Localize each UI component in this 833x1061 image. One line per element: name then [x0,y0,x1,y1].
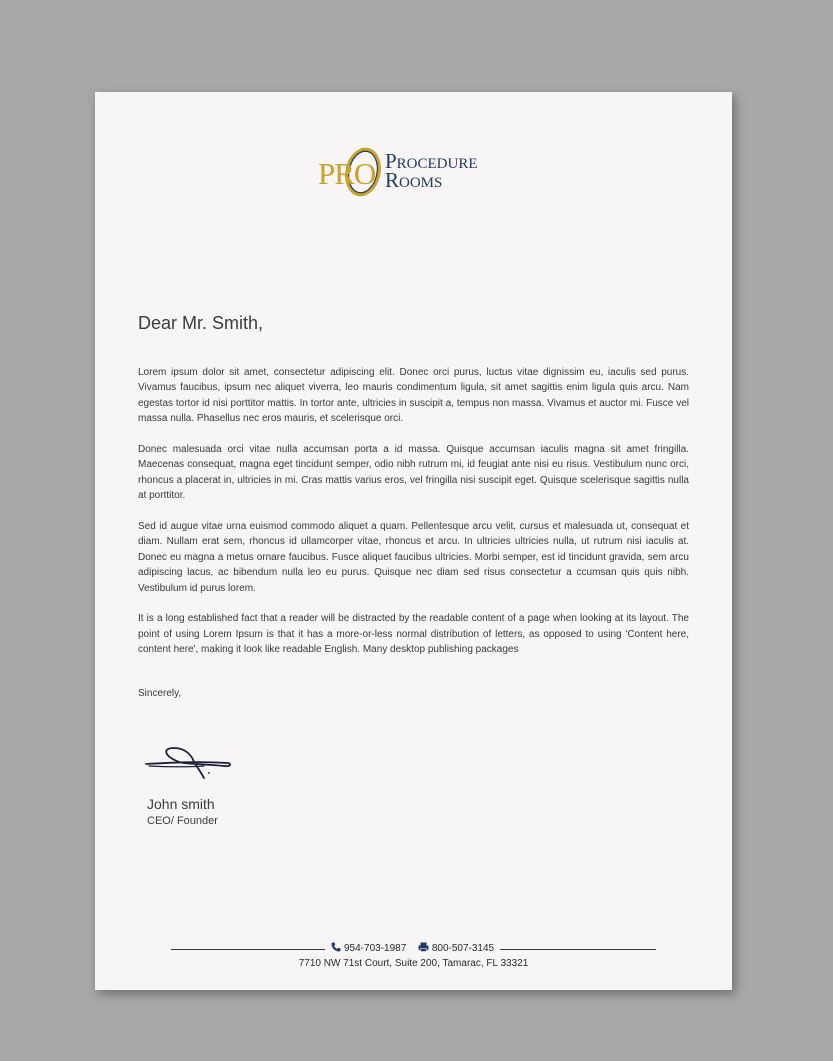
signer-name: John smith [147,796,215,812]
footer-fax: 800-507-3145 [431,943,495,954]
signer-title: CEO/ Founder [147,815,218,827]
paragraph: It is a long established fact that a reader will be distracted by the readable content of a page when looking at its layout. The point of using Lorem Ipsum is that it has a more-or-less normal distribution of letters, as opposed to using 'Content here, content here', making it look like readable English. Many desktop publishing packages [138,613,689,656]
phone-icon [331,942,341,955]
paragraph: Lorem ipsum dolor sit amet, consectetur adipiscing elit. Donec orci purus, luctus vitae dignissim eu, iaculis sed purus. Vivamus faucibus, ipsum nec aliquet viverra, leo mauris condimentum ligula, sit amet sagittis enim ligula quis arcu. Nam egestas tortor id nisi porttitor mattis. In tortor ante, ultricies in suscipit a, tempus non massa. Vivamus et auctor mi. Fusce vel massa nulla. Phasellus nec eros mauris, et scelerisque orci. [138,367,689,425]
letter-greeting: Dear Mr. Smith, [138,313,264,333]
letter-closing: Sincerely, [138,688,182,699]
footer-contacts [331,942,494,955]
signature-image [144,744,234,789]
company-logo [315,142,515,204]
footer-phone: 954-703-1987 [344,943,407,954]
footer-divider-left [171,949,325,950]
logo-mark: PRO [318,156,376,191]
paragraph: Sed id augue vitae urna euismod commodo aliquet a quam. Pellentesque arcu velit, cursus et malesuada ut, consequat et diam. Nullam erat sem, rhoncus id ullamcorper vitae, rhoncus et arcu. In ultricies ultricies nulla, ut rutrum nisi iaculis at. Donec eu magna a metus ornare faucibus. Fusce aliquet faucibus ultricies. Morbi semper, est id tincidunt gravida, sem arcu adipiscing lacus, ac bibendum nulla leo eu purus. Quisque nec diam sed risus consectetur a ccumsan quis quis nibh. Vestibulum id purus lorem. [138,521,689,594]
letter-body [138,365,689,673]
paragraph: Donec malesuada orci vitae nulla accumsan porta a id massa. Quisque accumsan iaculis magna sit amet fringilla. Maecenas consequat, magna eget tincidunt semper, odio nibh rutrum mi, id feugiat ante nisi eu risus. Vestibulum nunc orci, rhoncus a placerat in, ultricies in mi. Cras mattis varius eros, vel fringilla nisi suscipit eget. Quisque scelerisque sagittis nulla at porttitor. [138,444,689,502]
logo-line-1: Procedure [385,149,478,173]
logo-wordmark [385,149,478,192]
logo-line-2: Rooms [385,168,443,192]
letterhead-page [95,92,732,990]
footer-address: 7710 NW 71st Court, Suite 200, Tamarac, FL 33321 [298,958,529,969]
fax-icon [418,942,429,955]
footer-divider-right [500,949,656,950]
